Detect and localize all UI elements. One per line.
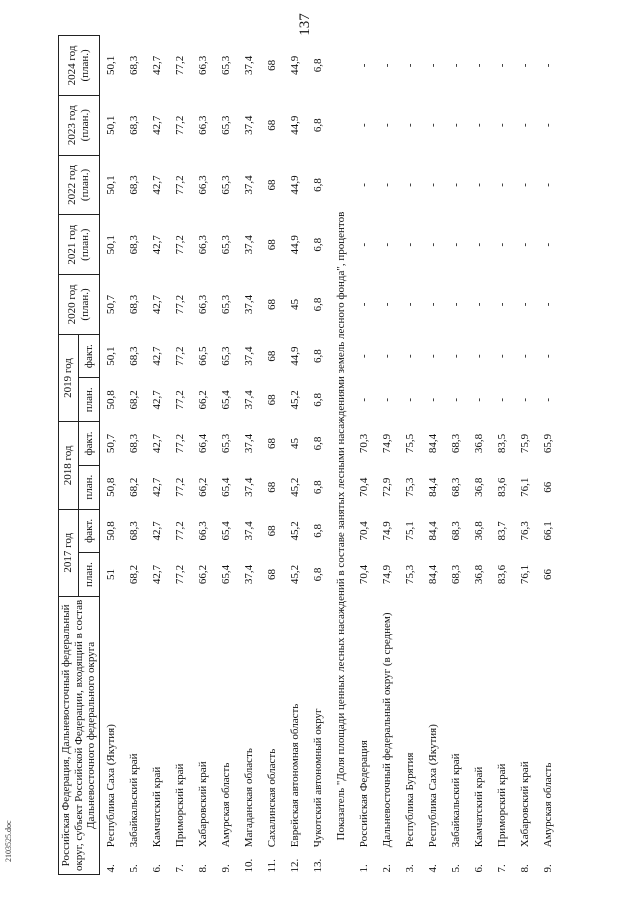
- table-cell-value: 76,1: [519, 564, 532, 585]
- table-cell-value: 45,2: [289, 390, 302, 410]
- table-cell-value: 68: [266, 59, 279, 71]
- row-number: 7.: [174, 864, 187, 873]
- table-cell-value: 68,3: [128, 115, 141, 135]
- table-cell-value: -: [404, 123, 417, 128]
- table-cell-value: 6,8: [312, 178, 325, 192]
- row-region-name: Хабаровский край: [197, 761, 210, 848]
- page-number: 137: [296, 13, 313, 36]
- table-cell-value: 51: [105, 569, 118, 581]
- table-cell-value: 70,4: [358, 564, 371, 585]
- table-cell-value: 72,9: [381, 477, 394, 497]
- table-row: [238, 36, 261, 875]
- table-cell-value: -: [381, 242, 394, 247]
- table-cell-value: 77,2: [174, 477, 187, 497]
- row-region-name: Амурская область: [220, 762, 233, 848]
- table-cell-value: 6,8: [312, 297, 325, 312]
- table-cell-value: 77,2: [174, 55, 187, 76]
- table-body-a: [99, 36, 330, 875]
- table-cell-value: 68: [266, 525, 279, 537]
- row-number: 6.: [473, 864, 486, 873]
- table-cell-value: 42,7: [151, 294, 164, 315]
- table-row: [353, 36, 376, 875]
- table-cell-value: 83,7: [496, 521, 509, 541]
- table-cell-value: 66,3: [197, 115, 210, 135]
- table-cell-value: 68: [266, 179, 279, 191]
- table-cell-value: 42,7: [151, 433, 164, 454]
- row-region-name: Амурская область: [542, 762, 555, 848]
- table-cell-value: 84,4: [427, 564, 440, 585]
- table-cell-value: 6,8: [312, 567, 325, 582]
- table-cell-value: 66,2: [197, 564, 210, 585]
- table-cell-value: 77,2: [174, 346, 187, 366]
- table-cell-value: 66,5: [197, 346, 210, 366]
- table-cell-value: 6,8: [312, 392, 325, 407]
- table-cell-value: 68,3: [128, 175, 141, 195]
- table-cell-value: 37,4: [243, 521, 256, 541]
- table-cell-value: 68: [266, 394, 279, 406]
- table-row: [146, 36, 169, 875]
- table-cell-value: 42,7: [151, 115, 164, 135]
- row-number: 4.: [427, 864, 440, 873]
- table-cell-value: 77,2: [174, 433, 187, 454]
- table-cell-value: 68,2: [128, 390, 141, 410]
- table-cell-value: 65,3: [220, 175, 233, 195]
- table-cell-value: 76,3: [519, 521, 532, 541]
- row-region-name: Еврейская автономная область: [289, 703, 302, 848]
- table-cell-value: -: [381, 123, 394, 128]
- table-cell-value: 68,3: [128, 521, 141, 541]
- table-cell-value: 77,2: [174, 115, 187, 135]
- table-cell-value: 68,3: [128, 55, 141, 76]
- table-cell-value: 50,7: [105, 433, 118, 454]
- table-cell-value: -: [496, 183, 509, 187]
- table-cell-value: 37,4: [243, 235, 256, 255]
- table-cell-value: 65,3: [220, 433, 233, 454]
- table-cell-value: -: [519, 63, 532, 68]
- table-cell-value: -: [427, 123, 440, 128]
- header-2019: 2019 год: [59, 334, 79, 421]
- table-cell-value: 50,8: [105, 390, 118, 410]
- table-cell-value: -: [519, 398, 532, 402]
- table-cell-value: -: [427, 63, 440, 68]
- table-cell-value: -: [404, 242, 417, 247]
- table-cell-value: 70,4: [358, 521, 371, 541]
- table-cell-value: 36,8: [473, 521, 486, 541]
- table-row: [284, 36, 307, 875]
- table-cell-value: -: [496, 63, 509, 68]
- row-number: 6.: [151, 864, 164, 873]
- header-fact: факт.: [79, 334, 99, 378]
- table-cell-value: -: [358, 183, 371, 187]
- rotated-table-container: [58, 35, 598, 875]
- table-cell-value: 50,7: [105, 294, 118, 315]
- table-cell-value: 37,4: [243, 390, 256, 410]
- table-cell-value: 66: [542, 481, 555, 493]
- table-cell-value: 68: [266, 239, 279, 251]
- table-cell-value: 42,7: [151, 346, 164, 366]
- table-cell-value: 83,5: [496, 433, 509, 454]
- table-cell-value: -: [358, 123, 371, 128]
- table-cell-value: 68,3: [128, 294, 141, 315]
- table-cell-value: -: [473, 183, 486, 187]
- table-cell-value: 65,4: [220, 390, 233, 410]
- header-2022: 2022 год (план.): [59, 155, 100, 215]
- table-cell-value: 68: [266, 569, 279, 581]
- section-title: Показатель "Доля площади ценных лесных насаждений в составе занятых лесными насаждениями земель лесного фонда", процентов: [335, 211, 348, 841]
- table-cell-value: -: [450, 123, 463, 128]
- table-cell-value: -: [358, 302, 371, 307]
- table-row: [169, 36, 192, 875]
- indicator-table: [58, 35, 560, 875]
- table-cell-value: 50,1: [105, 346, 118, 366]
- table-cell-value: 42,7: [151, 235, 164, 255]
- row-region-name: Забайкальский край: [450, 753, 463, 848]
- table-cell-value: 66,3: [197, 175, 210, 195]
- table-cell-value: 83,6: [496, 477, 509, 497]
- table-cell-value: 75,3: [404, 477, 417, 497]
- table-cell-value: 50,1: [105, 175, 118, 195]
- row-number: 7.: [496, 864, 509, 873]
- row-number: 5.: [450, 864, 463, 873]
- table-cell-value: 65,3: [220, 346, 233, 366]
- table-cell-value: 65,4: [220, 564, 233, 585]
- row-region-name: Российская Федерация: [358, 740, 371, 848]
- table-cell-value: 75,9: [519, 433, 532, 454]
- table-row: [445, 36, 468, 875]
- table-cell-value: -: [358, 63, 371, 68]
- table-cell-value: 44,9: [289, 175, 302, 195]
- table-cell-value: 77,2: [174, 564, 187, 585]
- table-row: [537, 36, 560, 875]
- table-cell-value: 65,4: [220, 521, 233, 541]
- header-fact: факт.: [79, 422, 99, 466]
- table-cell-value: 6,8: [312, 118, 325, 133]
- table-cell-value: 75,5: [404, 433, 417, 454]
- row-region-name: Магаданская область: [243, 748, 256, 848]
- table-cell-value: 50,1: [105, 55, 118, 76]
- header-2018: 2018 год: [59, 422, 79, 509]
- table-cell-value: 70,3: [358, 433, 371, 454]
- table-cell-value: 65,9: [542, 433, 555, 454]
- row-number: 9.: [220, 864, 233, 873]
- table-cell-value: 44,9: [289, 235, 302, 255]
- row-number: 11.: [266, 859, 279, 873]
- table-cell-value: -: [427, 242, 440, 247]
- table-cell-value: 45,2: [289, 477, 302, 497]
- row-number: 8.: [197, 864, 210, 873]
- table-cell-value: 37,4: [243, 346, 256, 366]
- table-cell-value: 66,2: [197, 390, 210, 410]
- table-cell-value: 42,7: [151, 55, 164, 76]
- header-region: Российская Федерация, Дальневосточный федеральный округ, субъект Российской Федерации, входящий в состав Дальневосточного федерального округа: [59, 596, 100, 874]
- table-cell-value: -: [427, 398, 440, 402]
- row-region-name: Дальневосточный федеральный округ (в среднем): [381, 612, 394, 848]
- table-cell-value: -: [496, 242, 509, 247]
- table-cell-value: -: [450, 183, 463, 187]
- table-cell-value: 50,1: [105, 235, 118, 255]
- header-2024: 2024 год (план.): [59, 36, 100, 96]
- table-cell-value: 66,1: [542, 521, 555, 541]
- table-cell-value: 42,7: [151, 521, 164, 541]
- table-cell-value: -: [381, 354, 394, 358]
- table-cell-value: 37,4: [243, 55, 256, 76]
- table-cell-value: 50,8: [105, 477, 118, 497]
- table-cell-value: -: [473, 123, 486, 128]
- table-cell-value: 66: [542, 569, 555, 581]
- table-row: [514, 36, 537, 875]
- table-cell-value: 65,3: [220, 115, 233, 135]
- table-cell-value: 42,7: [151, 390, 164, 410]
- row-number: 3.: [404, 864, 417, 873]
- table-cell-value: 6,8: [312, 349, 325, 364]
- table-cell-value: 74,9: [381, 564, 394, 585]
- table-cell-value: 37,4: [243, 477, 256, 497]
- table-cell-value: 77,2: [174, 175, 187, 195]
- table-cell-value: 76,1: [519, 477, 532, 497]
- table-cell-value: 75,1: [404, 521, 417, 541]
- table-cell-value: -: [542, 242, 555, 247]
- row-region-name: Чукотский автономный округ: [312, 708, 325, 848]
- table-cell-value: -: [358, 354, 371, 358]
- table-cell-value: 50,8: [105, 521, 118, 541]
- row-region-name: Приморский край: [496, 763, 509, 848]
- header-2017: 2017 год: [59, 509, 79, 596]
- row-number: 8.: [519, 864, 532, 873]
- table-cell-value: 68,2: [128, 477, 141, 497]
- table-cell-value: 37,4: [243, 175, 256, 195]
- table-cell-value: 68,3: [128, 235, 141, 255]
- table-cell-value: 66,3: [197, 294, 210, 315]
- table-cell-value: 65,4: [220, 477, 233, 497]
- table-row: [468, 36, 491, 875]
- row-region-name: Республика Саха (Якутия): [427, 724, 440, 848]
- table-cell-value: -: [473, 302, 486, 307]
- table-cell-value: -: [381, 398, 394, 402]
- table-cell-value: 75,3: [404, 564, 417, 585]
- table-cell-value: 37,4: [243, 564, 256, 585]
- table-cell-value: 6,8: [312, 523, 325, 538]
- table-cell-value: -: [542, 63, 555, 68]
- table-cell-value: 45: [289, 298, 302, 310]
- table-cell-value: -: [542, 354, 555, 358]
- table-cell-value: 6,8: [312, 480, 325, 495]
- table-cell-value: -: [519, 242, 532, 247]
- header-plan: план.: [79, 553, 99, 597]
- table-cell-value: 6,8: [312, 436, 325, 451]
- table-cell-value: -: [542, 123, 555, 128]
- table-cell-value: 66,2: [197, 477, 210, 497]
- table-row: [215, 36, 238, 875]
- row-number: 12.: [289, 858, 302, 873]
- table-cell-value: 65,3: [220, 55, 233, 76]
- table-cell-value: 68,3: [450, 564, 463, 585]
- table-cell-value: 66,4: [197, 433, 210, 454]
- table-row: [99, 36, 123, 875]
- table-cell-value: 44,9: [289, 115, 302, 135]
- row-region-name: Забайкальский край: [128, 753, 141, 848]
- row-region-name: Приморский край: [174, 763, 187, 848]
- table-cell-value: 84,4: [427, 433, 440, 454]
- table-cell-value: -: [404, 398, 417, 402]
- table-cell-value: 68: [266, 481, 279, 493]
- header-plan: план.: [79, 378, 99, 422]
- table-row: [376, 36, 399, 875]
- table-cell-value: -: [450, 63, 463, 68]
- table-cell-value: -: [427, 183, 440, 187]
- table-cell-value: 66,3: [197, 235, 210, 255]
- table-cell-value: 68: [266, 350, 279, 362]
- table-cell-value: 83,6: [496, 564, 509, 585]
- row-number: 13.: [312, 858, 325, 873]
- table-cell-value: -: [542, 398, 555, 402]
- row-number: 1.: [358, 864, 371, 873]
- table-cell-value: 45,2: [289, 521, 302, 541]
- table-cell-value: 74,9: [381, 433, 394, 454]
- table-cell-value: -: [473, 242, 486, 247]
- table-cell-value: 45: [289, 438, 302, 450]
- table-row: [399, 36, 422, 875]
- table-cell-value: 74,9: [381, 521, 394, 541]
- row-number: 5.: [128, 864, 141, 873]
- row-region-name: Камчатский край: [473, 766, 486, 848]
- table-cell-value: -: [473, 398, 486, 402]
- table-cell-value: 68,3: [128, 346, 141, 366]
- table-cell-value: 68: [266, 119, 279, 131]
- row-region-name: Камчатский край: [151, 766, 164, 848]
- table-cell-value: 65,3: [220, 235, 233, 255]
- table-cell-value: 36,8: [473, 477, 486, 497]
- document-code: 2103525.doc: [4, 820, 13, 862]
- table-cell-value: -: [519, 183, 532, 187]
- table-cell-value: 77,2: [174, 235, 187, 255]
- table-cell-value: 70,4: [358, 477, 371, 497]
- table-cell-value: 42,7: [151, 175, 164, 195]
- table-cell-value: 66,3: [197, 55, 210, 76]
- table-cell-value: 84,4: [427, 477, 440, 497]
- table-row: [422, 36, 445, 875]
- table-row: [491, 36, 514, 875]
- table-cell-value: 6,8: [312, 237, 325, 252]
- table-cell-value: -: [358, 242, 371, 247]
- table-cell-value: 37,4: [243, 294, 256, 315]
- table-cell-value: -: [381, 183, 394, 187]
- table-cell-value: 36,8: [473, 564, 486, 585]
- table-cell-value: 65,3: [220, 294, 233, 315]
- table-cell-value: -: [427, 354, 440, 358]
- table-cell-value: 77,2: [174, 294, 187, 315]
- table-cell-value: -: [519, 354, 532, 358]
- table-row: [192, 36, 215, 875]
- row-region-name: Хабаровский край: [519, 761, 532, 848]
- table-cell-value: -: [427, 302, 440, 307]
- table-cell-value: 77,2: [174, 390, 187, 410]
- header-2023: 2023 год (план.): [59, 95, 100, 155]
- table-body-b: [353, 36, 560, 875]
- table-cell-value: 44,9: [289, 55, 302, 76]
- row-region-name: Республика Саха (Якутия): [105, 724, 118, 848]
- table-cell-value: -: [381, 302, 394, 307]
- table-cell-value: -: [496, 302, 509, 307]
- header-fact: факт.: [79, 509, 99, 553]
- table-cell-value: 77,2: [174, 521, 187, 541]
- table-cell-value: 50,1: [105, 115, 118, 135]
- table-cell-value: 68: [266, 298, 279, 310]
- table-cell-value: -: [450, 354, 463, 358]
- header-2021: 2021 год (план.): [59, 215, 100, 275]
- row-region-name: Сахалинская область: [266, 748, 279, 848]
- table-cell-value: -: [450, 302, 463, 307]
- table-cell-value: -: [542, 183, 555, 187]
- table-cell-value: 68: [266, 438, 279, 450]
- table-cell-value: -: [496, 123, 509, 128]
- table-cell-value: 37,4: [243, 115, 256, 135]
- table-cell-value: 68,3: [450, 433, 463, 454]
- table-cell-value: -: [450, 398, 463, 402]
- table-cell-value: 68,3: [128, 433, 141, 454]
- table-cell-value: -: [404, 63, 417, 68]
- section-header: [330, 36, 353, 875]
- table-cell-value: -: [358, 398, 371, 402]
- table-cell-value: -: [542, 302, 555, 307]
- table-cell-value: -: [496, 398, 509, 402]
- header-2020: 2020 год (план.): [59, 275, 100, 335]
- table-cell-value: -: [404, 354, 417, 358]
- header-plan: план.: [79, 465, 99, 509]
- table-row: [123, 36, 146, 875]
- row-number: 4.: [105, 864, 118, 873]
- table-cell-value: -: [473, 354, 486, 358]
- table-cell-value: -: [473, 63, 486, 68]
- table-cell-value: -: [404, 183, 417, 187]
- row-number: 2.: [381, 864, 394, 873]
- table-cell-value: -: [381, 63, 394, 68]
- table-cell-value: -: [404, 302, 417, 307]
- table-cell-value: 66,3: [197, 521, 210, 541]
- table-cell-value: -: [496, 354, 509, 358]
- table-cell-value: 42,7: [151, 477, 164, 497]
- table-cell-value: 84,4: [427, 521, 440, 541]
- row-number: 10.: [243, 858, 256, 873]
- table-cell-value: 68,3: [450, 477, 463, 497]
- row-region-name: Республика Бурятия: [404, 752, 417, 848]
- table-cell-value: 36,8: [473, 433, 486, 454]
- table-cell-value: 45,2: [289, 564, 302, 585]
- table-row: [261, 36, 284, 875]
- row-number: 9.: [542, 864, 555, 873]
- table-cell-value: -: [519, 123, 532, 128]
- table-cell-value: 37,4: [243, 433, 256, 454]
- table-row: [307, 36, 330, 875]
- table-cell-value: 68,2: [128, 564, 141, 585]
- table-cell-value: -: [519, 302, 532, 307]
- table-cell-value: 6,8: [312, 58, 325, 73]
- table-cell-value: 42,7: [151, 564, 164, 585]
- table-cell-value: 44,9: [289, 346, 302, 366]
- table-cell-value: -: [450, 242, 463, 247]
- table-cell-value: 68,3: [450, 521, 463, 541]
